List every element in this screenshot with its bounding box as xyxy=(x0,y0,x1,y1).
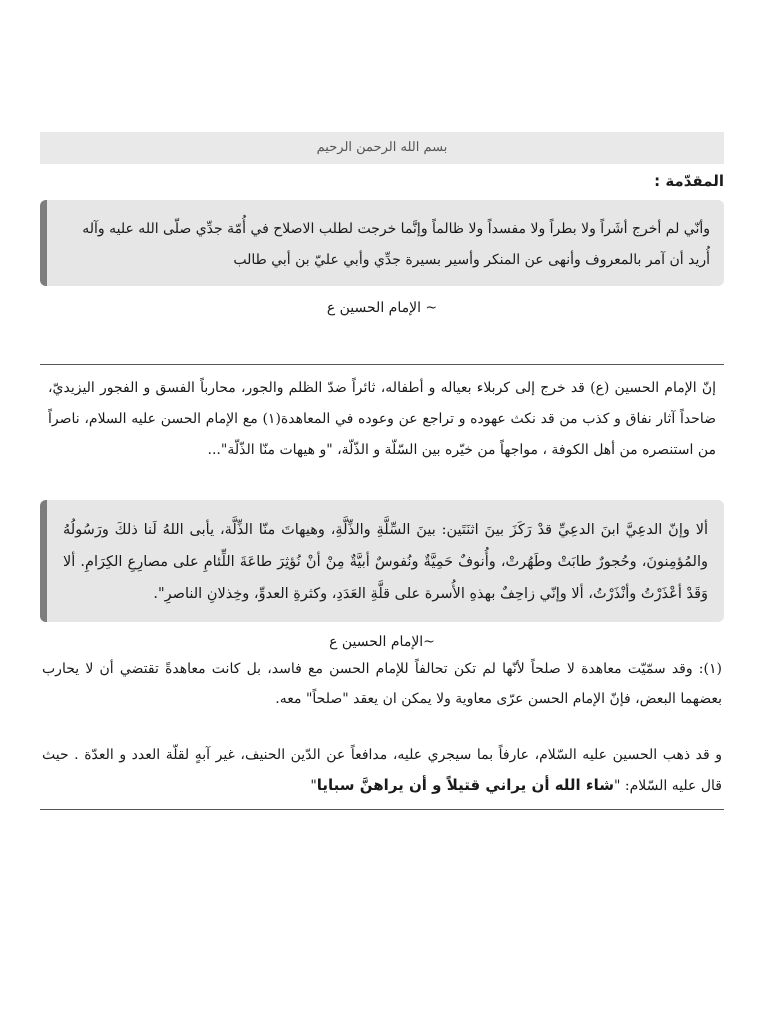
closing-paragraph xyxy=(40,740,724,801)
section-divider-1 xyxy=(40,364,724,365)
closing-text: و قد ذهب الحسين عليه السّلام، عارفاً بما سيجري عليه، مدافعاً عن الدّين الحنيف، غير آبهٍ لقلّة العدد و العدّة . حيث قال عليه السّلام: " xyxy=(42,747,722,794)
quote-text-1: وأنّي لم أخرج أشَراً ولا بطراً ولا مفسداً ولا ظالماً وإنَّما خرجت لطلب الاصلاح في أُمّة جدِّي صلّى الله عليه وآله أُريد أن آمر بالمعروف وأنهى عن المنكر وأسير بسيرة جدِّي وأبي عليّ بن أبي طالب xyxy=(82,221,710,268)
basmala-header: بسم الله الرحمن الرحيم xyxy=(40,132,724,164)
quote-box-2 xyxy=(40,500,724,622)
closing-end: " xyxy=(310,778,317,794)
document-page xyxy=(40,132,724,810)
footnote: (١): وقد سمّيّت معاهدة لا صلحاً لأنّها لم تكن تحالفاً للإمام الحسن مع فاسد، بل كانت معاهدةً تقتضي أن لا يحارب بعضهما البعض، فإنّ الإمام الحسن عرّى معاوية ولا يمكن ان يعقد "صلحاً" معه. xyxy=(42,661,722,707)
quote-attribution-2: ~الإمام الحسين ع xyxy=(329,634,435,650)
closing-quote-bold: شاء الله أن يراني قتيلاً و أن يراهنَّ سبايا xyxy=(316,776,614,794)
quote-text-2: ألا وإنّ الدعِيَّ ابنَ الدعِيِّ قدْ رَكَزَ بينَ اثنَتَين: بينَ السِّلَّةِ والذِّلَّةِ، وهيهاتَ منّا الذِّلَّة، يأبى اللهُ لَنا ذلكَ ورَسُولُهُ والمُؤمِنونَ، وحُجورٌ طابَتْ وطَهُرتْ، وأُنوفٌ حَمِيَّةٌ ونُفوسٌ أبيَّةٌ مِنْ أنْ نُؤثِرَ طاعَةَ اللِّئامِ على مصارِعِ الكِرَامِ. ألا وَقَدْ أعْذَرْتُ وأنْذَرْتُ، ألا وإنّي زاحِفٌ بهذهِ الأُسرة على قلَّةِ العَدَدِ، وكثرةِ العدوِّ، وخِذلانِ الناصرِ". xyxy=(63,522,708,602)
body-paragraph-1: إنّ الإمام الحسين (ع) قد خرج إلى كربلاء بعياله و أطفاله، ثائراً ضدّ الظلم والجور، محارباً الفسق و الفجور اليزيديّ، ضاحداً آثار نفاق و كذب من قد نكث عهوده و تراجع عن وعوده في المعاهدة(١) مع الإمام الحسن عليه السلام، ناصراً من استنصره من أهل الكوفة ، مواجهاً من خيّره بين السّلّة و الذّلّة، "و هيهات منّا الذّلّة"... xyxy=(48,380,716,458)
section-divider-2 xyxy=(40,809,724,810)
quote-attribution-1: ~ الإمام الحسين ع xyxy=(326,300,438,316)
quote-box-1 xyxy=(40,200,724,286)
intro-title: المقدّمة : xyxy=(654,172,724,190)
